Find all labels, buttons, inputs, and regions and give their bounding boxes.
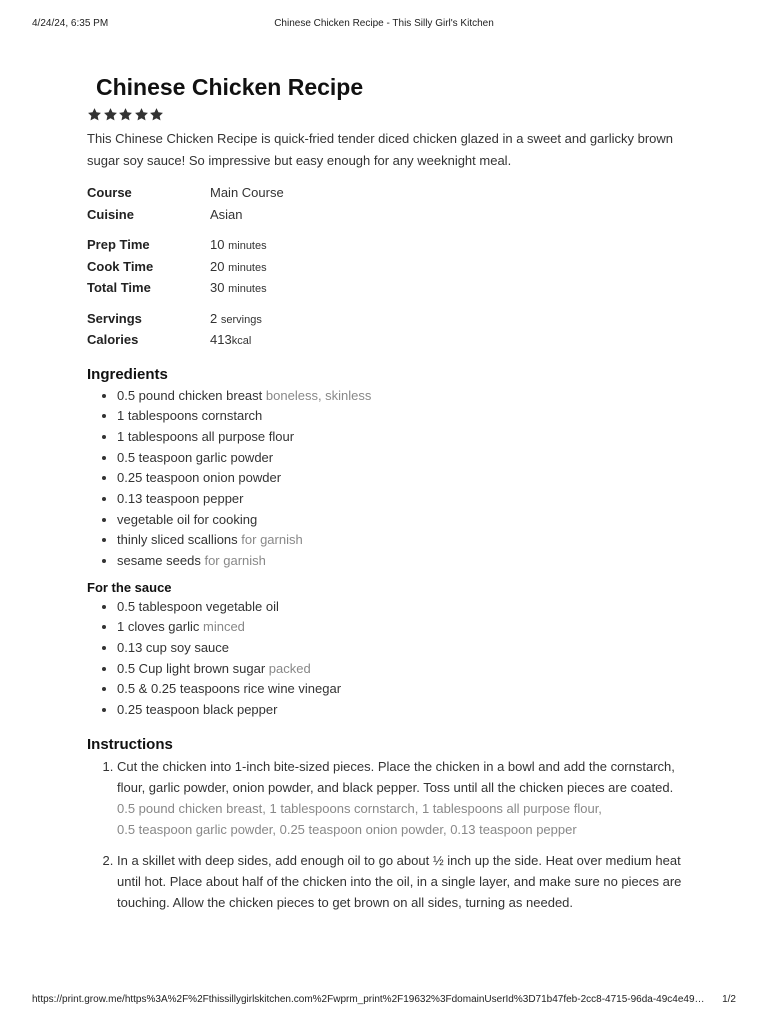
recipe-meta [87, 182, 687, 351]
ingredient-item [117, 617, 687, 638]
ingredient-item [117, 427, 687, 448]
instruction-ingredients-line: 0.5 teaspoon garlic powder, 0.25 teaspoon onion powder, 0.13 teaspoon pepper [117, 821, 577, 837]
ingredient-item [117, 448, 687, 469]
ingredient-item [117, 700, 687, 721]
meta-label: Course [87, 185, 132, 201]
ingredient-item [117, 530, 687, 551]
ingredients-list [87, 386, 687, 572]
sauce-ingredients-list [87, 597, 687, 721]
meta-nutrition [87, 308, 687, 351]
time-amount: 30 [210, 280, 225, 296]
meta-label: Cook Time [87, 258, 154, 274]
meta-course [87, 182, 687, 204]
servings-unit: servings [220, 313, 262, 326]
ingredient-text: sesame seeds [117, 553, 201, 568]
ingredient-text: 0.25 teaspoon black pepper [117, 702, 278, 718]
time-amount: 10 [210, 237, 225, 253]
ingredient-item [117, 468, 687, 489]
meta-label: Cuisine [87, 206, 134, 222]
star-icon [103, 107, 118, 122]
star-icon [87, 107, 102, 122]
ingredient-text: 0.13 cup soy sauce [117, 640, 230, 656]
instruction-step [117, 850, 687, 913]
print-url: https://print.grow.me/https%3A%2F%2Fthissillygirlskitchen.com%2Fwprm_print%2F19632%3FdomainUserId%3D71b47feb-2cc8-4715-96da-49c4e49… [32, 994, 705, 1005]
ingredient-notes: packed [268, 660, 311, 676]
ingredient-text: 1 tablespoons cornstarch [117, 408, 263, 424]
servings-amount: 2 [210, 310, 218, 326]
instructions-list [87, 756, 687, 913]
print-date: 4/24/24, 6:35 PM [32, 18, 109, 29]
ingredient-item [117, 597, 687, 618]
time-amount: 20 [210, 258, 225, 274]
instructions-section [87, 735, 687, 913]
ingredients-heading: Ingredients [87, 365, 168, 383]
meta-calories [87, 329, 687, 351]
ingredient-text: 0.25 teaspoon onion powder [117, 470, 282, 486]
print-header [32, 18, 736, 32]
meta-label: Servings [87, 310, 142, 326]
ingredient-text: 0.5 tablespoon vegetable oil [117, 598, 279, 614]
meta-value: Asian [210, 206, 243, 222]
time-unit: minutes [228, 240, 267, 253]
print-footer [32, 994, 736, 1008]
meta-total-time [87, 277, 687, 299]
meta-value [210, 311, 262, 326]
rating-stars [87, 104, 687, 124]
meta-value [210, 332, 251, 347]
meta-value [210, 280, 267, 295]
time-unit: minutes [228, 283, 267, 296]
star-icon [134, 107, 149, 122]
meta-times [87, 234, 687, 299]
meta-cuisine [87, 204, 687, 226]
meta-servings [87, 308, 687, 330]
sauce-group-heading: For the sauce [87, 579, 172, 595]
ingredient-notes: minced [203, 619, 245, 635]
ingredient-notes: boneless, skinless [265, 387, 372, 403]
meta-value: Main Course [210, 185, 284, 201]
instruction-ingredients [117, 798, 687, 840]
instructions-heading: Instructions [87, 735, 173, 753]
ingredient-item [117, 406, 687, 427]
ingredient-item [117, 386, 687, 407]
instruction-text: 1. Cut the chicken into 1-inch bite-sized pieces. Place the chicken in a bowl and add the cornstarch, flour, garlic powder, onion powder, and black pepper. Toss until all the chicken pieces are coated. [117, 758, 675, 795]
ingredient-item [117, 489, 687, 510]
ingredient-text: 1 tablespoons all purpose flour [117, 428, 295, 444]
ingredients-section [87, 365, 687, 721]
ingredient-item [117, 551, 687, 572]
print-document-title: Chinese Chicken Recipe - This Silly Girl's Kitchen [274, 18, 494, 29]
meta-label: Prep Time [87, 237, 150, 253]
time-unit: minutes [228, 261, 267, 274]
ingredient-text: 0.5 teaspoon garlic powder [117, 449, 274, 465]
ingredient-item [117, 638, 687, 659]
meta-prep-time [87, 234, 687, 256]
ingredient-text: 0.5 & 0.25 teaspoons rice wine vinegar [117, 681, 342, 697]
meta-label: Calories [87, 332, 139, 348]
star-icon [149, 107, 164, 122]
meta-tags [87, 182, 687, 225]
instruction-ingredients-line: 0.5 pound chicken breast, 1 tablespoons cornstarch, 1 tablespoons all purpose flour, [117, 800, 602, 816]
ingredient-text: 0.13 teaspoon pepper [117, 490, 244, 506]
ingredient-text: 0.5 Cup light brown sugar [117, 660, 266, 676]
instruction-text: 2. In a skillet with deep sides, add enough oil to go about ½ inch up the side. Heat over medium heat until hot. Place about half of the chicken into the oil, in a single layer, and make sure no pieces are touching. Allow the chicken pieces to get brown on all sides, turning as needed. [117, 852, 682, 910]
meta-cook-time [87, 256, 687, 278]
ingredient-item [117, 659, 687, 680]
ingredient-notes: for garnish [204, 553, 266, 568]
recipe-summary: This Chinese Chicken Recipe is quick-fried tender diced chicken glazed in a sweet and garlicky brown sugar soy sauce! So impressive but easy enough for any weeknight meal. [87, 131, 674, 168]
ingredient-item [117, 679, 687, 700]
ingredient-text: 0.5 pound chicken breast [117, 387, 263, 403]
ingredient-item [117, 510, 687, 531]
ingredient-notes: for garnish [241, 532, 303, 548]
recipe-title: Chinese Chicken Recipe [96, 74, 364, 100]
page-number: 1/2 [722, 994, 736, 1005]
recipe-card [87, 70, 687, 923]
ingredient-text: 1 cloves garlic [117, 619, 200, 635]
star-icon [118, 107, 133, 122]
meta-value [210, 237, 267, 252]
ingredient-text: thinly sliced scallions [117, 532, 238, 548]
ingredient-text: vegetable oil for cooking [117, 511, 258, 527]
meta-value [210, 259, 267, 274]
calories-amount: 413 [210, 332, 232, 348]
instruction-step [117, 756, 687, 840]
meta-label: Total Time [87, 280, 151, 296]
calories-unit: kcal [231, 335, 252, 348]
